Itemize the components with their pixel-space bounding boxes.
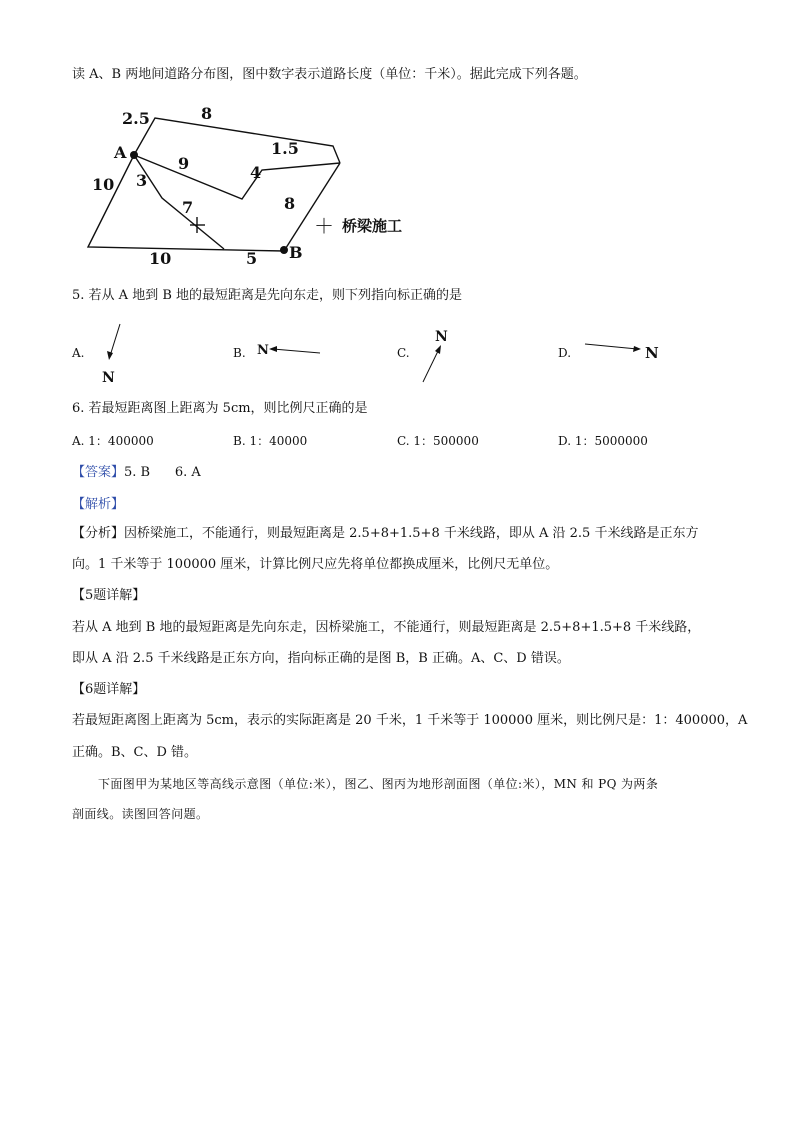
intro-text: 读 A、B 两地间道路分布图，图中数字表示道路长度（单位：千米）。据此完成下列各题。 <box>72 67 587 82</box>
answer-line <box>72 464 201 482</box>
q5-option-d-compass <box>582 338 662 364</box>
label-5: 5 <box>246 249 258 268</box>
q5-option-b-letter: B. <box>233 346 246 360</box>
q5-option-c-letter: C. <box>397 346 410 360</box>
next-intro-line-2: 剖面线。读图回答问题。 <box>72 807 209 821</box>
q6-detail-line-2: 正确。B、C、D 错。 <box>72 745 198 760</box>
fenxi-label: 【分析】 <box>72 526 125 541</box>
bridge-legend-symbol: ＋ <box>314 214 334 238</box>
q5-option-a-n: N <box>102 370 115 386</box>
label-8-top: 8 <box>201 104 213 123</box>
road-a-top-right <box>134 118 340 163</box>
label-1-5: 1.5 <box>271 139 299 158</box>
q6-detail-label: 【6题详解】 <box>72 682 146 697</box>
analysis-label: 【解析】 <box>72 497 125 512</box>
label-2-5: 2.5 <box>122 109 150 128</box>
q6-option-b: B. 1：40000 <box>233 434 308 448</box>
road-a-diag <box>134 155 340 199</box>
q5-option-a-compass <box>98 320 130 390</box>
point-b <box>280 246 288 254</box>
q6-option-a: A. 1：400000 <box>72 434 154 448</box>
label-4: 4 <box>250 163 262 182</box>
label-b: B <box>289 243 303 262</box>
answer-text: 5. B 6. A <box>124 465 201 480</box>
road-map <box>70 98 430 273</box>
q6-detail-line-1: 若最短距离图上距离为 5cm，表示的实际距离是 20 千米，1 千米等于 100000 厘米，则比例尺是：1：400000，A <box>72 713 748 728</box>
label-a: A <box>114 143 127 162</box>
q6-option-d: D. 1：5000000 <box>558 434 648 448</box>
q5-detail-line-1: 若从 A 地到 B 地的最短距离是先向东走，因桥梁施工，不能通行，则最短距离是 2.5+8+1.5+8 千米线路， <box>72 620 701 635</box>
label-3: 3 <box>136 171 148 190</box>
point-a <box>130 151 138 159</box>
q5-option-c-compass <box>418 325 458 387</box>
label-9: 9 <box>178 154 190 173</box>
q5-option-a-letter: A. <box>72 346 85 360</box>
answer-label: 【答案】 <box>72 465 125 480</box>
label-8-right: 8 <box>284 194 296 213</box>
q5-option-b-compass <box>255 338 327 362</box>
label-7: 7 <box>182 198 194 217</box>
q5-option-d-letter: D. <box>558 346 572 360</box>
fenxi-line-2: 向。1 千米等于 100000 厘米，计算比例尺应先将单位都换成厘米，比例尺无单位。 <box>72 557 559 572</box>
q5-option-d-n: N <box>645 344 659 362</box>
q5-detail-line-2: 即从 A 沿 2.5 千米线路是正东方向，指向标正确的是图 B，B 正确。A、C、D 错误。 <box>72 651 570 666</box>
analysis-para-1 <box>72 518 698 549</box>
bridge-legend-text: 桥梁施工 <box>342 217 403 235</box>
q5-option-c-n: N <box>435 329 448 345</box>
fenxi-line-1: 因桥梁施工，不能通行，则最短距离是 2.5+8+1.5+8 千米线路，即从 A 沿 2.5 千米线路是正东方 <box>124 526 699 541</box>
q5-detail-label: 【5题详解】 <box>72 588 146 603</box>
label-10-bottom: 10 <box>149 249 172 268</box>
question-5-stem: 5. 若从 A 地到 B 地的最短距离是先向东走，则下列指向标正确的是 <box>72 288 463 303</box>
next-intro-line-1: 下面图甲为某地区等高线示意图（单位:米），图乙、图丙为地形剖面图（单位:米），MN 和 PQ 为两条 <box>98 777 659 791</box>
question-6-stem: 6. 若最短距离图上距离为 5cm，则比例尺正确的是 <box>72 401 368 416</box>
label-10-left: 10 <box>92 175 115 194</box>
q6-option-c: C. 1：500000 <box>397 434 479 448</box>
q5-option-b-n: N <box>257 343 269 358</box>
